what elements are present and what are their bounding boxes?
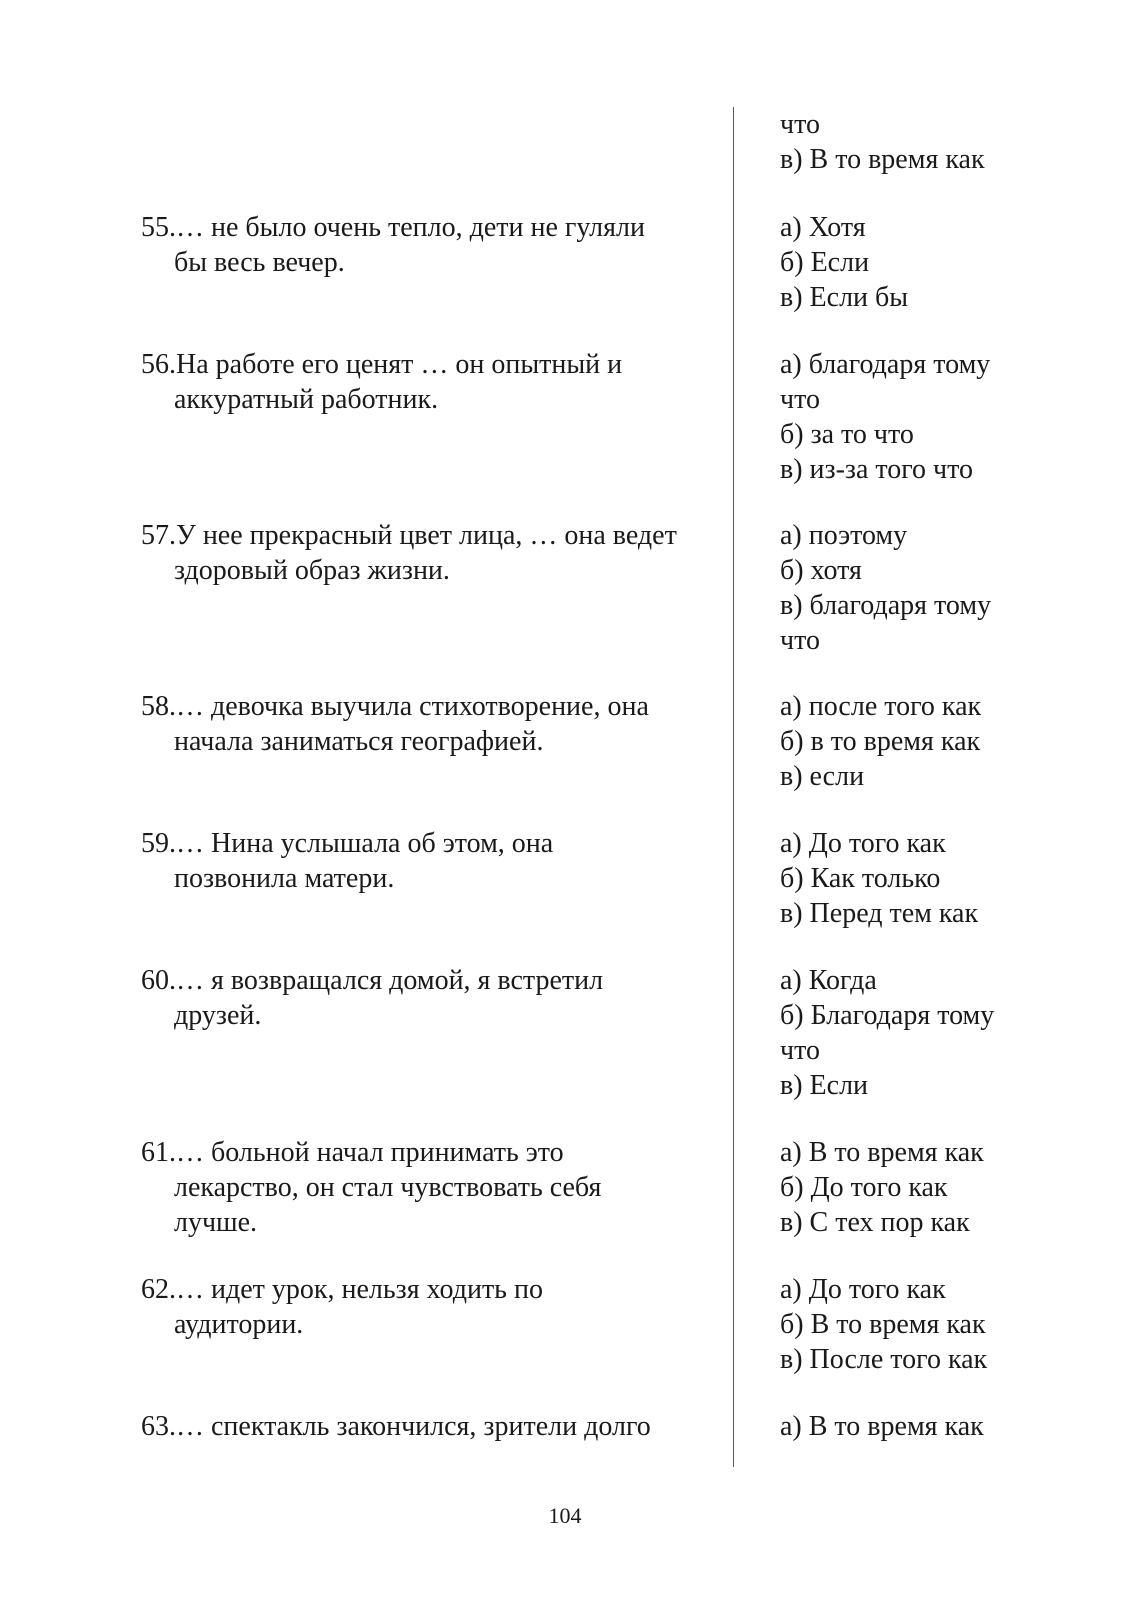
- answer-option: б) Если: [780, 247, 870, 278]
- answer-option: а) поэтому: [780, 520, 908, 551]
- answer-option: б) за то что: [780, 419, 914, 450]
- question-number: 59.: [141, 828, 176, 859]
- answer-option: а) До того как: [780, 1274, 946, 1305]
- question-61: [141, 1135, 721, 1240]
- question-number: 58.: [141, 691, 176, 722]
- answers-59: [780, 826, 1080, 931]
- answers-56: [780, 347, 1080, 487]
- answer-option: что: [780, 1035, 820, 1066]
- answer-option: в) После того как: [780, 1344, 988, 1375]
- question-number: 56.: [141, 349, 176, 380]
- answers-57: [780, 518, 1080, 658]
- question-text: бы весь вечер.: [174, 247, 345, 278]
- answer-option: в) благодаря тому: [780, 590, 992, 621]
- carryover-answers: [780, 107, 1080, 177]
- question-62: [141, 1272, 721, 1342]
- question-60: [141, 963, 721, 1033]
- question-number: 63.: [141, 1411, 176, 1442]
- answer-option: в) Если: [780, 1070, 869, 1101]
- question-text: … спектакль закончился, зрители долго: [176, 1411, 651, 1442]
- answers-55: [780, 210, 1080, 315]
- question-text: лучше.: [174, 1207, 258, 1238]
- question-number: 60.: [141, 965, 176, 996]
- question-55: [141, 210, 721, 280]
- answer-option: что: [780, 625, 820, 656]
- answer-option: в) Если бы: [780, 282, 909, 313]
- answer-option: в) если: [780, 761, 865, 792]
- answer-option: в) Перед тем как: [780, 898, 979, 929]
- question-57: [141, 518, 721, 588]
- answer-option: б) Как только: [780, 863, 941, 894]
- question-text: У нее прекрасный цвет лица, … она ведет: [176, 520, 677, 551]
- answers-63: [780, 1409, 1080, 1444]
- question-number: 61.: [141, 1137, 176, 1168]
- answer-option: а) благодаря тому: [780, 349, 991, 380]
- answer-option: а) после того как: [780, 691, 982, 722]
- column-divider: [733, 107, 734, 1467]
- answer-option: б) хотя: [780, 555, 862, 586]
- question-text: аудитории.: [174, 1309, 304, 1340]
- answers-62: [780, 1272, 1080, 1377]
- question-58: [141, 689, 721, 759]
- question-text: … Нина услышала об этом, она: [176, 828, 554, 859]
- question-number: 55.: [141, 212, 176, 243]
- question-text: аккуратный работник.: [174, 384, 439, 415]
- question-number: 57.: [141, 520, 176, 551]
- question-text: лекарство, он стал чувствовать себя: [174, 1172, 602, 1203]
- question-text: друзей.: [174, 1000, 262, 1031]
- question-text: На работе его ценят … он опытный и: [176, 349, 623, 380]
- question-text: здоровый образ жизни.: [174, 555, 450, 586]
- answer-option: в) С тех пор как: [780, 1207, 970, 1238]
- carryover-line: что: [780, 109, 820, 140]
- answer-option: б) Благодаря тому: [780, 1000, 995, 1031]
- question-text: позвонила матери.: [174, 863, 395, 894]
- answers-60: [780, 963, 1080, 1103]
- question-59: [141, 826, 721, 896]
- answer-option: в) из-за того что: [780, 454, 974, 485]
- answers-61: [780, 1135, 1080, 1240]
- answer-option: а) В то время как: [780, 1411, 984, 1442]
- answer-option: а) В то время как: [780, 1137, 984, 1168]
- question-text: … идет урок, нельзя ходить по: [176, 1274, 543, 1305]
- question-number: 62.: [141, 1274, 176, 1305]
- answer-option: а) Когда: [780, 965, 877, 996]
- question-text: … девочка выучила стихотворение, она: [176, 691, 649, 722]
- answer-option: б) В то время как: [780, 1309, 986, 1340]
- answer-option: что: [780, 384, 820, 415]
- answers-58: [780, 689, 1080, 794]
- question-56: [141, 347, 721, 417]
- question-text: начала заниматься географией.: [174, 726, 544, 757]
- carryover-line: в) В то время как: [780, 144, 985, 175]
- question-text: … не было очень тепло, дети не гуляли: [176, 212, 645, 243]
- answer-option: а) Хотя: [780, 212, 866, 243]
- question-text: … больной начал принимать это: [176, 1137, 564, 1168]
- question-63: [141, 1409, 721, 1444]
- page-number: 104: [548, 1503, 582, 1528]
- answer-option: а) До того как: [780, 828, 946, 859]
- answer-option: б) До того как: [780, 1172, 948, 1203]
- answer-option: б) в то время как: [780, 726, 981, 757]
- question-text: … я возвращался домой, я встретил: [176, 965, 604, 996]
